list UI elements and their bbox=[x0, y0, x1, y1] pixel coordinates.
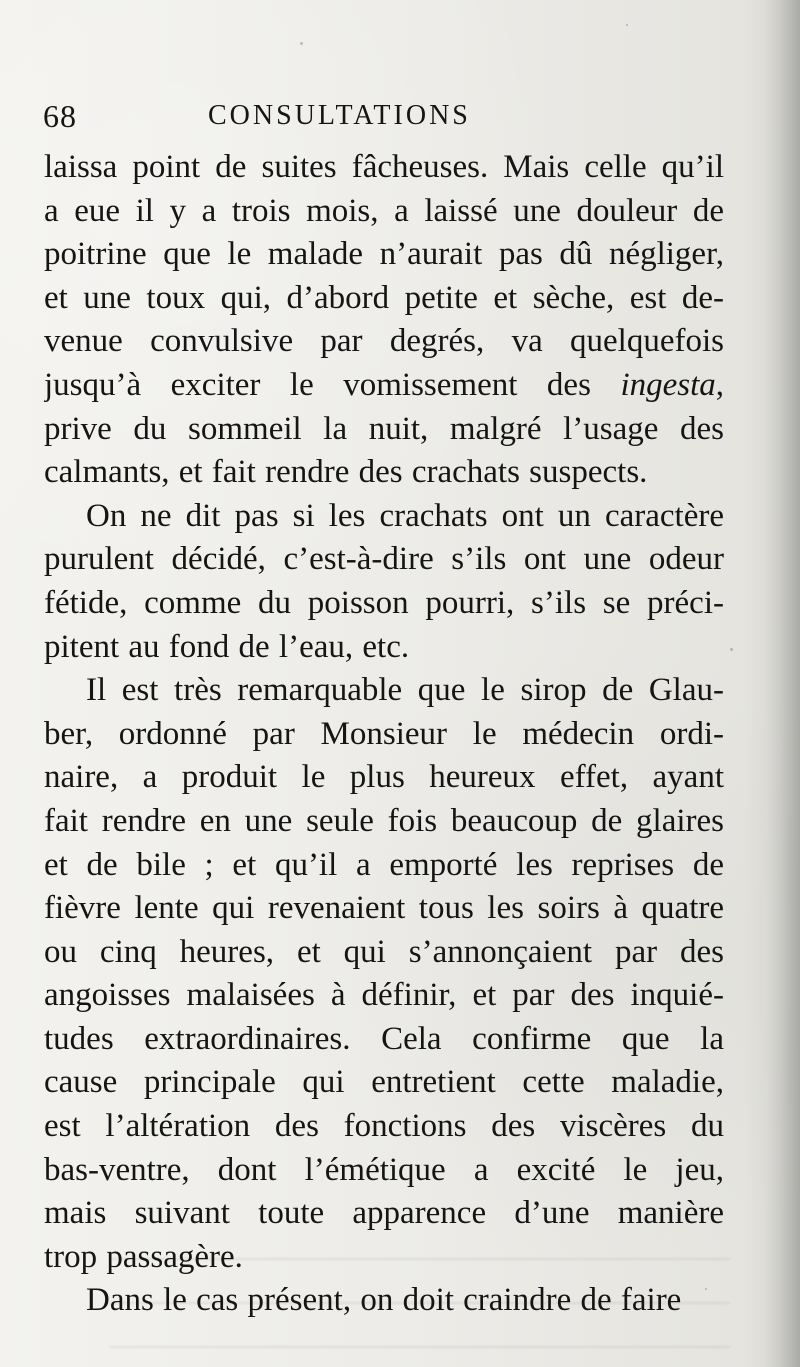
text-line: poitrine que le malade n’aurait pas dû négliger, bbox=[44, 236, 724, 273]
text-line: venue convulsive par degrés, va quelquefois bbox=[44, 323, 724, 360]
text-line: ou cinq heures, et qui s’annonçaient par des bbox=[44, 933, 724, 970]
text-line: purulent décidé, c’est-à-dire s’ils ont une odeur bbox=[44, 541, 724, 578]
text-line: trop passagère. bbox=[44, 1238, 243, 1275]
text-line: et une toux qui, d’abord petite et sèche, est de- bbox=[44, 279, 724, 316]
text-line: calmants, et fait rendre des crachats suspects. bbox=[44, 454, 648, 491]
paragraph-start: On ne dit pas si les crachats ont un caractère bbox=[86, 497, 724, 534]
text-line: pitent au fond de l’eau, etc. bbox=[44, 628, 410, 665]
text-line: bas-ventre, dont l’émétique a excité le jeu, bbox=[44, 1151, 724, 1188]
paper-speck bbox=[300, 42, 303, 45]
text-line: a eue il y a trois mois, a laissé une douleur de bbox=[44, 192, 724, 229]
text-line: et de bile ; et qu’il a emporté les reprises de bbox=[44, 846, 724, 883]
text-line: ber, ordonné par Monsieur le médecin ordi- bbox=[44, 715, 724, 752]
page-header bbox=[43, 96, 693, 138]
body-text bbox=[44, 146, 724, 1323]
text-line: fièvre lente qui revenaient tous les soirs à quatre bbox=[44, 890, 724, 927]
paragraph-start: Dans le cas présent, on doit craindre de faire bbox=[86, 1282, 682, 1319]
text-line: est l’altération des fonctions des viscères du bbox=[44, 1108, 724, 1145]
text-line: fétide, comme du poisson pourri, s’ils se préci- bbox=[44, 584, 724, 621]
page-number: 68 bbox=[43, 98, 77, 134]
text-line: mais suivant toute apparence d’une manière bbox=[44, 1195, 724, 1232]
line-text: jusqu’à exciter le vomissement des bbox=[44, 366, 591, 403]
running-head: CONSULTATIONS bbox=[208, 100, 471, 131]
italic-term: ingesta bbox=[620, 366, 716, 403]
page-edge-shadow bbox=[766, 0, 800, 1367]
text-line: fait rendre en une seule fois beaucoup de glaires bbox=[44, 802, 724, 839]
paper-speck bbox=[730, 648, 733, 651]
text-line-with-italic bbox=[44, 364, 724, 408]
italic-term-punctuation: , bbox=[715, 366, 724, 403]
text-line: prive du sommeil la nuit, malgré l’usage des bbox=[44, 410, 724, 447]
text-line: laissa point de suites fâcheuses. Mais celle qu’il bbox=[44, 149, 724, 185]
text-line: tudes extraordinaires. Cela confirme que la bbox=[44, 1020, 724, 1057]
text-line: angoisses malaisées à définir, et par des inquié- bbox=[44, 977, 724, 1014]
text-line: naire, a produit le plus heureux effet, ayant bbox=[44, 759, 724, 796]
paper-speck bbox=[626, 24, 628, 26]
paragraph-start: Il est très remarquable que le sirop de Glau- bbox=[86, 672, 724, 709]
text-line: cause principale qui entretient cette maladie, bbox=[44, 1064, 724, 1101]
